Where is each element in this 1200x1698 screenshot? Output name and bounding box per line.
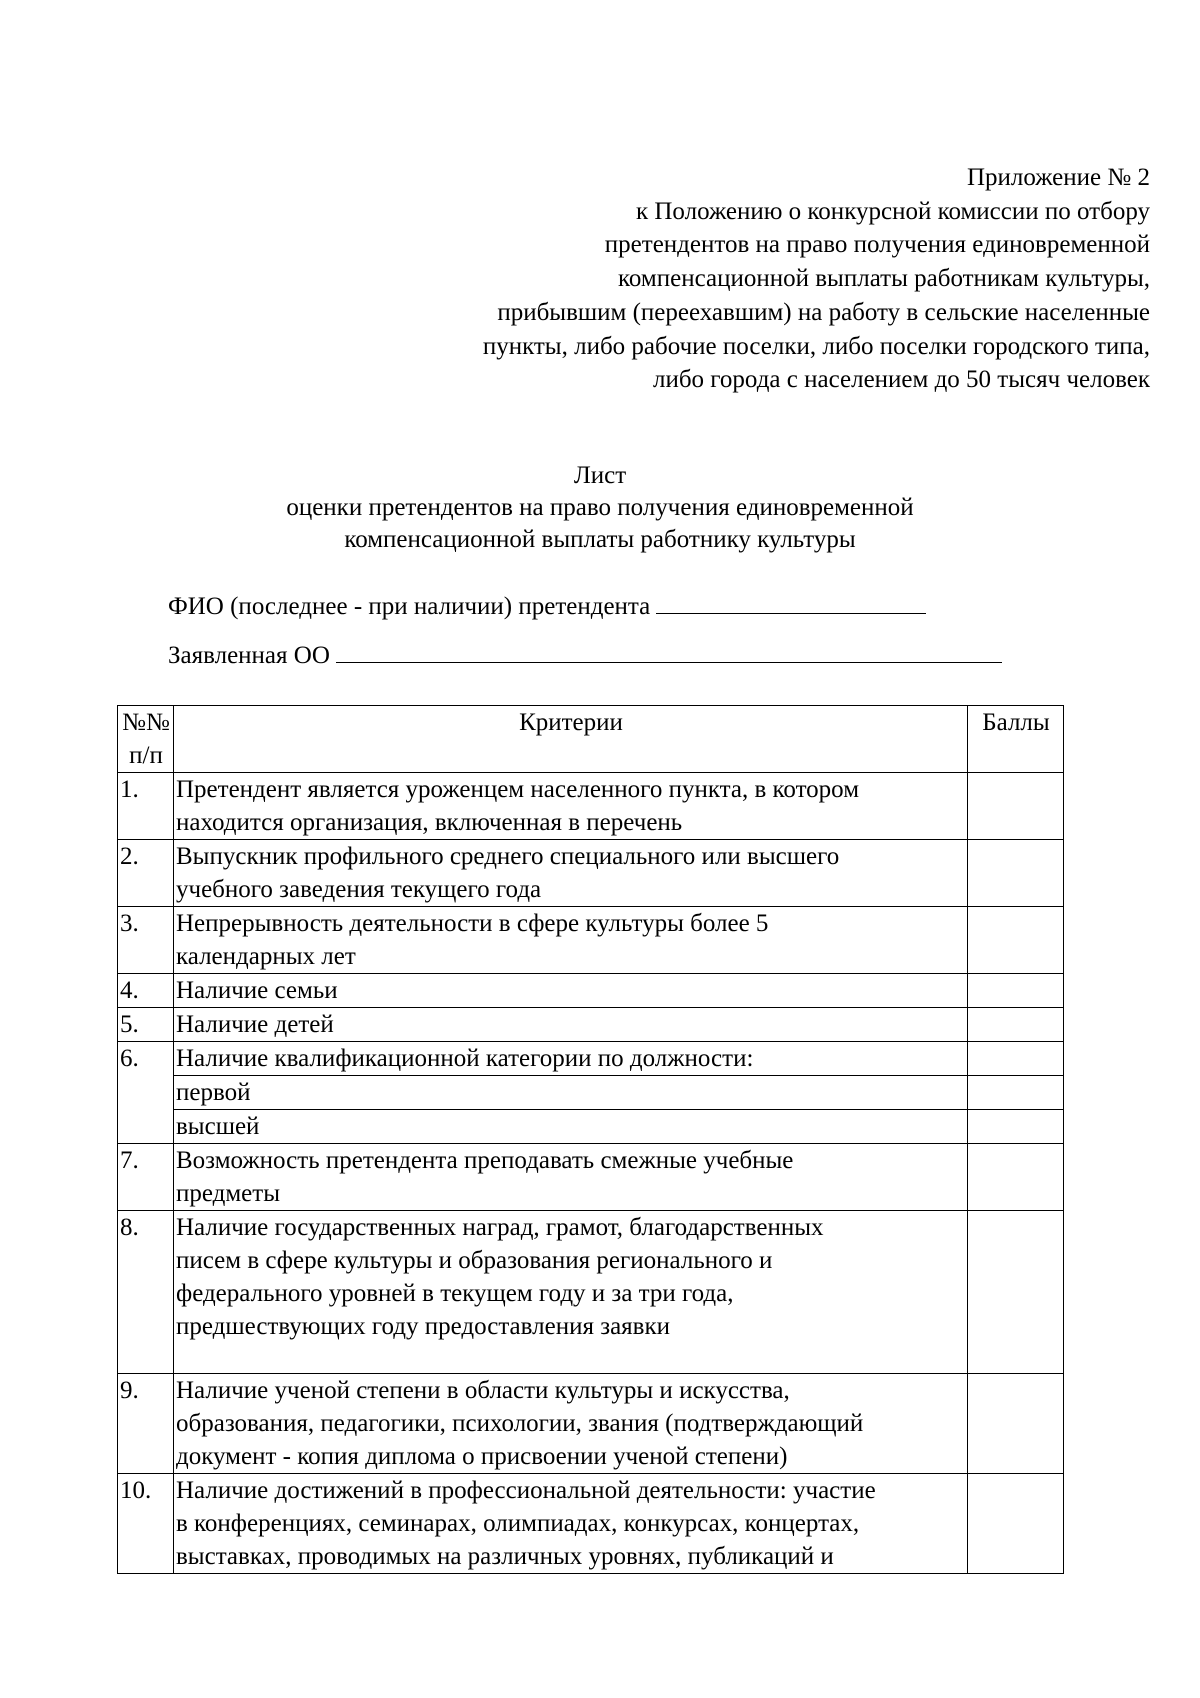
annex-line: прибывшим (переехавшим) на работу в сельские населенные	[497, 298, 1150, 326]
annex-line: либо города с населением до 50 тысяч человек	[652, 366, 1150, 394]
score-cell[interactable]	[968, 1076, 1064, 1110]
document-title	[0, 460, 1200, 556]
table-subrow	[118, 1110, 1064, 1144]
row-criteria: Наличие ученой степени в области культуры и искусства, образования, педагогики, психологии, звания (подтверждающий документ - копия диплома о присвоении ученой степени)	[174, 1374, 968, 1474]
title-line: Лист	[573, 462, 627, 489]
table-row	[118, 840, 1064, 907]
row-criteria-sub: высшей	[174, 1110, 968, 1144]
score-cell[interactable]	[968, 1144, 1064, 1211]
header-criteria: Критерии	[174, 706, 968, 773]
table-header-row	[118, 706, 1064, 773]
table-row	[118, 1144, 1064, 1211]
annex-line: компенсационной выплаты работникам культуры,	[618, 265, 1150, 293]
fio-label: ФИО (последнее - при наличии) претендента	[168, 593, 651, 620]
table-row	[118, 1008, 1064, 1042]
score-cell[interactable]	[968, 1474, 1064, 1574]
row-num: 2.	[118, 840, 174, 907]
row-criteria: Непрерывность деятельности в сфере культуры более 5 календарных лет	[174, 907, 968, 974]
row-criteria: Претендент является уроженцем населенного пункта, в котором находится организация, включенная в перечень	[174, 773, 968, 840]
row-criteria: Наличие государственных наград, грамот, благодарственных писем в сфере культуры и образования регионального и федерального уровней в текущем году и за три года, предшествующих году предоставления заявки	[174, 1211, 968, 1374]
row-criteria: Наличие достижений в профессиональной деятельности: участие в конференциях, семинарах, олимпиадах, конкурсах, концертах, выставках, проводимых на различных уровнях, публикаций и	[174, 1474, 968, 1574]
score-cell[interactable]	[968, 974, 1064, 1008]
score-cell[interactable]	[968, 907, 1064, 974]
title-line: компенсационной выплаты работнику культуры	[344, 526, 856, 553]
table-row	[118, 1042, 1064, 1076]
annex-line: претендентов на право получения единовременной	[604, 231, 1150, 259]
row-criteria-sub: первой	[174, 1076, 968, 1110]
row-num: 1.	[118, 773, 174, 840]
table-row	[118, 1374, 1064, 1474]
row-criteria: Наличие семьи	[174, 974, 968, 1008]
header-score: Баллы	[968, 706, 1064, 773]
fio-blank-line[interactable]	[656, 591, 926, 614]
table-row	[118, 907, 1064, 974]
title-line: оценки претендентов на право получения единовременной	[286, 494, 914, 521]
table-row	[118, 974, 1064, 1008]
row-num: 10.	[118, 1474, 174, 1574]
row-num: 6.	[118, 1042, 174, 1144]
row-num: 3.	[118, 907, 174, 974]
table-row	[118, 773, 1064, 840]
org-field	[168, 640, 1002, 671]
annex-line: пункты, либо рабочие поселки, либо поселки городского типа,	[482, 332, 1150, 360]
table-row	[118, 1474, 1064, 1574]
row-num: 8.	[118, 1211, 174, 1374]
score-cell[interactable]	[968, 1110, 1064, 1144]
row-num: 5.	[118, 1008, 174, 1042]
annex-header	[250, 161, 1150, 397]
table-subrow	[118, 1076, 1064, 1110]
score-cell[interactable]	[968, 1374, 1064, 1474]
table-row	[118, 1211, 1064, 1374]
header-num: №№ п/п	[118, 706, 174, 773]
row-criteria: Возможность претендента преподавать смежные учебные предметы	[174, 1144, 968, 1211]
score-cell[interactable]	[968, 840, 1064, 907]
row-criteria: Наличие детей	[174, 1008, 968, 1042]
score-cell[interactable]	[968, 1211, 1064, 1374]
annex-line: Приложение № 2	[966, 164, 1150, 191]
criteria-table	[117, 705, 1064, 1574]
org-blank-line[interactable]	[336, 640, 1002, 663]
score-cell[interactable]	[968, 1042, 1064, 1076]
row-criteria: Выпускник профильного среднего специального или высшего учебного заведения текущего года	[174, 840, 968, 907]
fio-field	[168, 591, 926, 622]
row-num: 4.	[118, 974, 174, 1008]
row-criteria: Наличие квалификационной категории по должности:	[174, 1042, 968, 1076]
row-num: 7.	[118, 1144, 174, 1211]
org-label: Заявленная ОО	[168, 642, 330, 669]
score-cell[interactable]	[968, 1008, 1064, 1042]
annex-line: к Положению о конкурсной комиссии по отбору	[635, 197, 1150, 225]
score-cell[interactable]	[968, 773, 1064, 840]
row-num: 9.	[118, 1374, 174, 1474]
